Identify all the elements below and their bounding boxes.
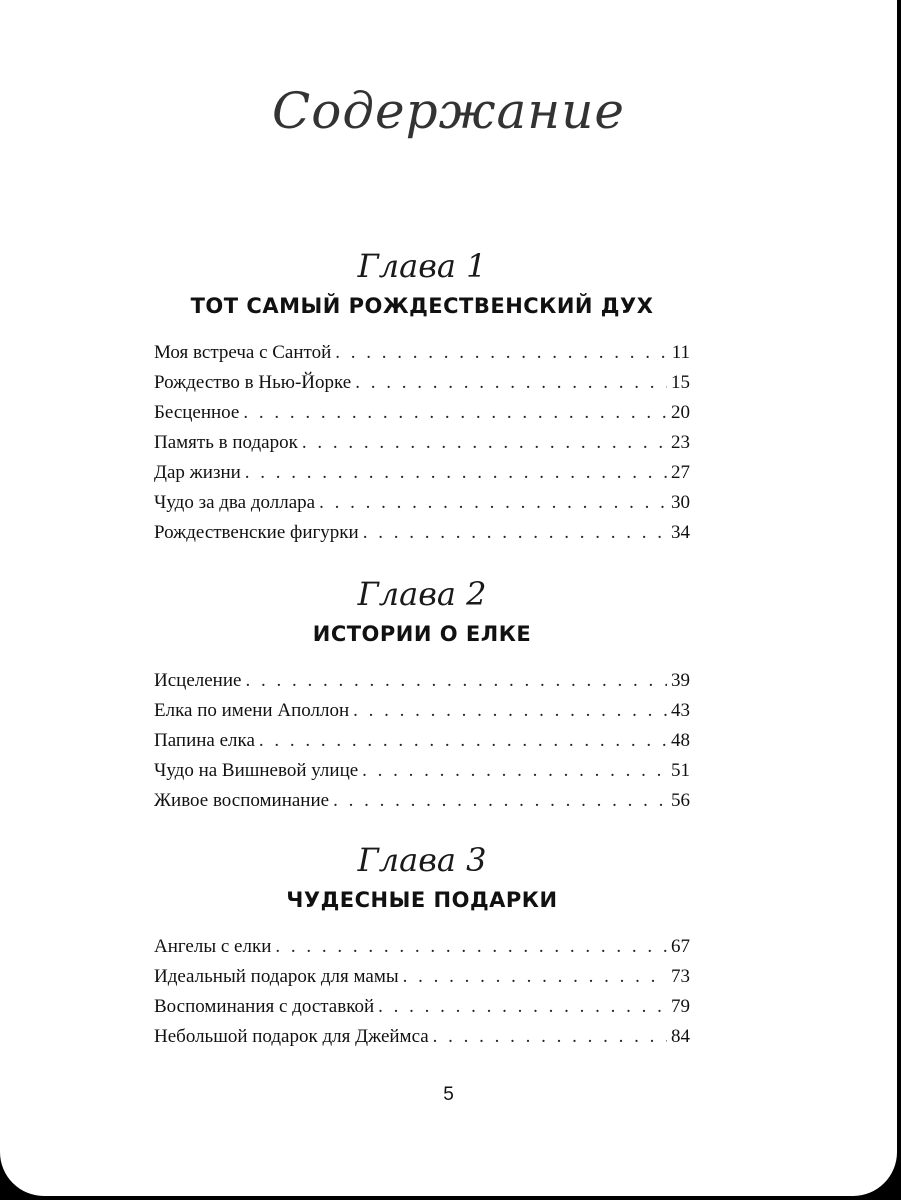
dot-leader <box>333 786 667 816</box>
toc-entry[interactable] <box>154 696 690 726</box>
dot-leader <box>302 428 667 458</box>
page-number: 5 <box>443 1084 454 1105</box>
entry-label: Небольшой подарок для Джеймса <box>154 1026 429 1047</box>
entry-page: 27 <box>671 462 690 483</box>
toc-entry[interactable] <box>154 458 690 488</box>
entry-page: 73 <box>671 966 690 987</box>
toc-entry[interactable] <box>154 666 690 696</box>
entry-page: 23 <box>671 432 690 453</box>
entry-label: Исцеление <box>154 670 242 691</box>
dot-leader <box>355 368 667 398</box>
chapter-label: Глава 2 <box>357 575 487 613</box>
chapter-label: Глава 1 <box>357 247 487 285</box>
dot-leader <box>353 696 667 726</box>
entry-label: Ангелы с елки <box>154 936 272 957</box>
toc-entry[interactable] <box>154 962 690 992</box>
entry-label: Чудо за два доллара <box>154 492 316 513</box>
toc-entry[interactable] <box>154 786 690 816</box>
chapter-label: Глава 3 <box>357 841 487 879</box>
toc-entry[interactable] <box>154 1022 690 1052</box>
entry-list <box>154 338 690 548</box>
entry-label: Дар жизни <box>154 462 241 483</box>
entry-label: Рождественские фигурки <box>154 522 359 543</box>
dot-leader <box>363 518 667 548</box>
entry-page: 39 <box>671 670 690 691</box>
entry-page: 15 <box>671 372 690 393</box>
dot-leader <box>245 458 667 488</box>
chapter-1 <box>154 244 690 548</box>
entry-label: Память в подарок <box>154 432 298 453</box>
entry-label: Воспоминания с доставкой <box>154 996 375 1017</box>
entry-page: 56 <box>671 790 690 811</box>
entry-page: 34 <box>671 522 690 543</box>
toc-entry[interactable] <box>154 368 690 398</box>
entry-list <box>154 932 690 1052</box>
toc-entry[interactable] <box>154 518 690 548</box>
entry-page: 84 <box>671 1026 690 1047</box>
entry-label: Елка по имени Аполлон <box>154 700 350 721</box>
dot-leader <box>362 756 667 786</box>
entry-page: 79 <box>671 996 690 1017</box>
dot-leader <box>433 1022 667 1052</box>
dot-leader <box>319 488 667 518</box>
entry-label: Бесценное <box>154 402 240 423</box>
toc-entry[interactable] <box>154 428 690 458</box>
toc-entry[interactable] <box>154 932 690 962</box>
dot-leader <box>275 932 667 962</box>
toc-entry[interactable] <box>154 756 690 786</box>
chapter-title: ЧУДЕСНЫЕ ПОДАРКИ <box>286 888 558 912</box>
entry-page: 51 <box>671 760 690 781</box>
entry-page: 67 <box>671 936 690 957</box>
entry-label: Живое воспоминание <box>154 790 330 811</box>
entry-page: 48 <box>671 730 690 751</box>
dot-leader <box>259 726 667 756</box>
entry-list <box>154 666 690 816</box>
dot-leader <box>335 338 667 368</box>
entry-label: Идеальный подарок для мамы <box>154 966 399 987</box>
toc-entry[interactable] <box>154 726 690 756</box>
toc-entry[interactable] <box>154 398 690 428</box>
page-title: Содержание <box>271 82 626 140</box>
entry-page: 30 <box>671 492 690 513</box>
dot-leader <box>378 992 667 1022</box>
dot-leader <box>243 398 667 428</box>
entry-label: Чудо на Вишневой улице <box>154 760 359 781</box>
chapter-title: ИСТОРИИ О ЕЛКЕ <box>312 622 532 646</box>
dot-leader <box>245 666 667 696</box>
chapter-3 <box>154 838 690 1052</box>
entry-page: 11 <box>671 342 690 363</box>
entry-label: Моя встреча с Сантой <box>154 342 332 363</box>
dot-leader <box>403 962 667 992</box>
entry-label: Рождество в Нью-Йорке <box>154 372 352 393</box>
chapter-2 <box>154 572 690 816</box>
toc-entry[interactable] <box>154 338 690 368</box>
entry-page: 20 <box>671 402 690 423</box>
toc-entry[interactable] <box>154 992 690 1022</box>
entry-label: Папина елка <box>154 730 255 751</box>
entry-page: 43 <box>671 700 690 721</box>
chapter-title: ТОТ САМЫЙ РОЖДЕСТВЕНСКИЙ ДУХ <box>190 294 654 318</box>
toc-entry[interactable] <box>154 488 690 518</box>
